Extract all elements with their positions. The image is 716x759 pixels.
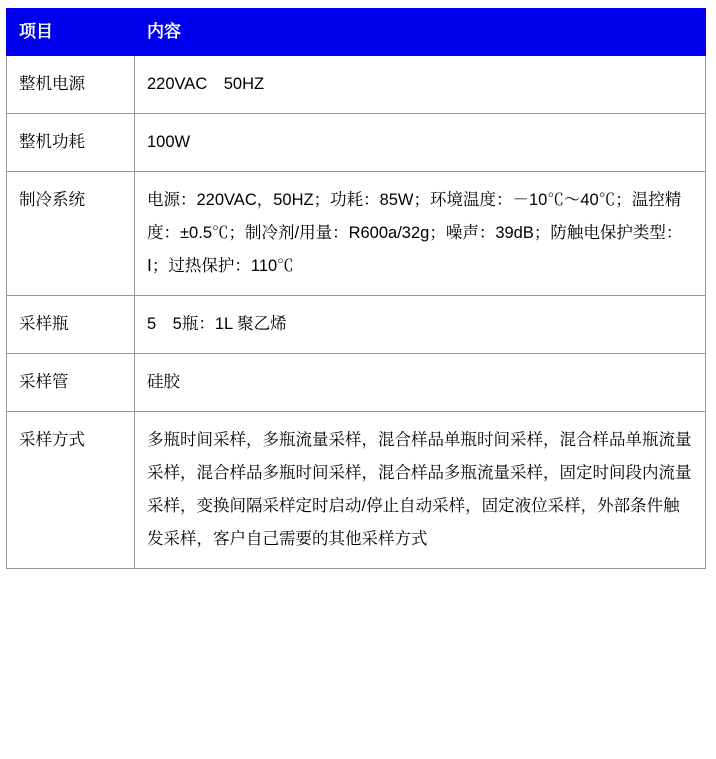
- row-label: 整机电源: [7, 55, 135, 113]
- table-body: [7, 55, 706, 568]
- table-row: [7, 295, 706, 353]
- row-value: 100W: [135, 113, 706, 171]
- row-label: 制冷系统: [7, 171, 135, 295]
- row-value: 5 5瓶：1L 聚乙烯: [135, 295, 706, 353]
- row-label: 采样管: [7, 353, 135, 411]
- table-header-row: [7, 9, 706, 56]
- table-row: [7, 113, 706, 171]
- row-label: 采样瓶: [7, 295, 135, 353]
- row-value: 电源：220VAC，50HZ；功耗：85W；环境温度：－10℃～40℃；温控精度：±0.5℃；制冷剂/用量：R600a/32g；噪声：39dB；防触电保护类型：Ⅰ；过热保护：110℃: [135, 171, 706, 295]
- column-header-content: 内容: [135, 9, 706, 56]
- row-value: 220VAC 50HZ: [135, 55, 706, 113]
- row-label: 采样方式: [7, 411, 135, 568]
- row-value: 多瓶时间采样，多瓶流量采样，混合样品单瓶时间采样，混合样品单瓶流量采样，混合样品多瓶时间采样，混合样品多瓶流量采样，固定时间段内流量采样，变换间隔采样定时启动/停止自动采样，固定液位采样，外部条件触发采样，客户自己需要的其他采样方式: [135, 411, 706, 568]
- column-header-item: 项目: [7, 9, 135, 56]
- table-row: [7, 411, 706, 568]
- row-value: 硅胶: [135, 353, 706, 411]
- row-label: 整机功耗: [7, 113, 135, 171]
- table-row: [7, 171, 706, 295]
- table-row: [7, 353, 706, 411]
- specification-table: [6, 8, 706, 569]
- table-row: [7, 55, 706, 113]
